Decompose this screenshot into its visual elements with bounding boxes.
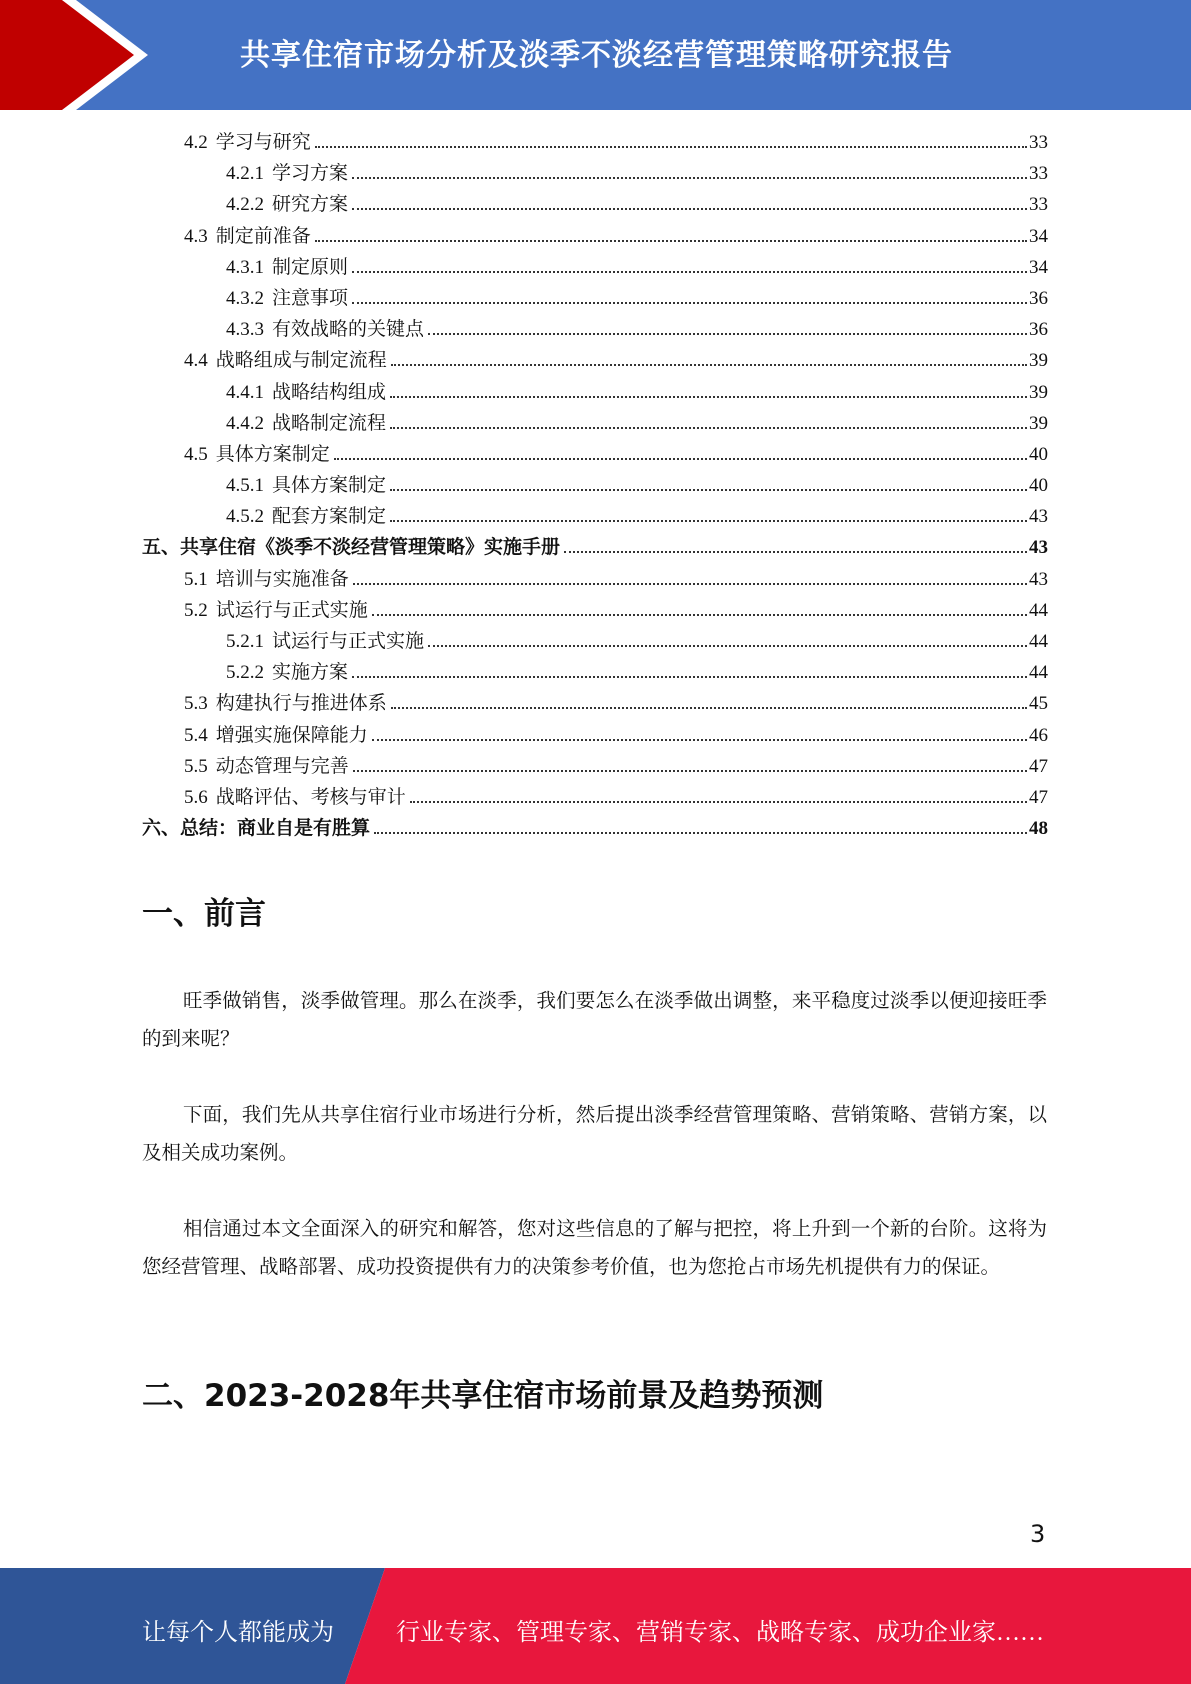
toc-entry-number: 5.2 — [184, 599, 208, 621]
toc-entry-page: 43 — [1029, 568, 1048, 590]
toc-entry-page: 34 — [1029, 256, 1048, 278]
toc-entry-label: 配套方案制定 — [272, 506, 387, 528]
toc-entry-number: 4.2.2 — [226, 194, 264, 216]
toc-entry-number: 4.3.2 — [226, 287, 264, 309]
toc-entry[interactable] — [142, 626, 1048, 657]
toc-entry[interactable] — [142, 283, 1048, 314]
section-heading-market-outlook: 二、2023-2028年共享住宿市场前景及趋势预测 — [142, 1378, 824, 1414]
toc-entry-page: 45 — [1029, 693, 1048, 715]
toc-entry-label: 制定原则 — [272, 256, 349, 278]
toc-entry-number: 5.5 — [184, 755, 208, 777]
toc-entry[interactable] — [142, 127, 1048, 158]
toc-entry-page: 44 — [1029, 662, 1048, 684]
toc-entry[interactable] — [142, 688, 1048, 719]
toc-entry[interactable] — [142, 377, 1048, 408]
toc-dot-leader — [372, 738, 1027, 741]
toc-entry-page: 33 — [1029, 194, 1048, 216]
toc-entry-number: 4.4.2 — [226, 412, 264, 434]
table-of-contents — [142, 127, 1048, 844]
toc-entry[interactable] — [142, 221, 1048, 252]
toc-entry-number: 4.4.1 — [226, 381, 264, 403]
toc-entry-label: 具体方案制定 — [215, 443, 330, 465]
toc-entry-page: 36 — [1029, 287, 1048, 309]
toc-dot-leader — [315, 239, 1027, 242]
toc-entry-number: 4.3.1 — [226, 256, 264, 278]
toc-dot-leader — [390, 395, 1027, 398]
toc-entry-page: 44 — [1029, 631, 1048, 652]
toc-entry-label: 制定前准备 — [215, 225, 311, 247]
toc-entry[interactable] — [142, 345, 1048, 376]
toc-entry[interactable] — [142, 657, 1048, 688]
toc-dot-leader — [352, 270, 1027, 273]
toc-entry-number: 4.5.2 — [226, 506, 264, 528]
toc-entry-page: 43 — [1029, 506, 1048, 528]
preface-paragraph-2: 下面，我们先从共享住宿行业市场进行分析，然后提出淡季经营管理策略、营销策略、营销方案，以及相关成功案例。 — [142, 1105, 1047, 1164]
toc-entry[interactable] — [142, 720, 1048, 751]
toc-dot-leader — [428, 332, 1027, 335]
toc-entry-number: 5.3 — [184, 693, 208, 715]
toc-entry[interactable] — [142, 470, 1048, 501]
toc-dot-leader — [390, 426, 1027, 429]
toc-entry[interactable] — [142, 501, 1048, 532]
toc-entry-number: 5.1 — [184, 568, 208, 590]
toc-entry-label: 试运行与正式实施 — [272, 631, 425, 652]
toc-dot-leader — [391, 363, 1027, 366]
toc-dot-leader — [372, 613, 1027, 616]
toc-entry-number: 5.6 — [184, 786, 208, 808]
footer-slogan-left: 让每个人都能成为 — [142, 1620, 334, 1646]
toc-dot-leader — [352, 207, 1027, 210]
toc-entry-number: 5.4 — [184, 724, 208, 746]
toc-entry-page: 47 — [1029, 786, 1048, 808]
toc-entry-page: 39 — [1029, 412, 1048, 434]
preface-paragraph-1: 旺季做销售，淡季做管理。那么在淡季，我们要怎么在淡季做出调整，来平稳度过淡季以便迎接旺季的到来呢？ — [142, 991, 1047, 1050]
toc-entry[interactable] — [142, 532, 1048, 563]
toc-dot-leader — [391, 706, 1027, 709]
toc-dot-leader — [374, 831, 1027, 834]
toc-dot-leader — [390, 488, 1027, 491]
toc-entry-number: 4.4 — [184, 350, 208, 372]
section-heading-preface: 一、前言 — [142, 896, 266, 932]
toc-entry-page: 40 — [1029, 443, 1048, 465]
toc-entry-page: 36 — [1029, 319, 1048, 341]
toc-entry-label: 动态管理与完善 — [215, 755, 349, 777]
toc-entry-label: 研究方案 — [272, 194, 349, 216]
toc-dot-leader — [352, 301, 1027, 304]
toc-entry-label: 战略结构组成 — [272, 381, 387, 403]
toc-entry-number: 4.2.1 — [226, 163, 264, 185]
toc-entry-page: 47 — [1029, 755, 1048, 777]
toc-dot-leader — [564, 550, 1027, 553]
toc-entry-label: 实施方案 — [272, 662, 349, 684]
toc-dot-leader — [410, 800, 1027, 803]
toc-entry[interactable] — [142, 252, 1048, 283]
toc-entry-number: 4.3.3 — [226, 319, 264, 341]
toc-entry-page: 39 — [1029, 381, 1048, 403]
toc-entry-page: 40 — [1029, 475, 1048, 497]
toc-dot-leader — [428, 644, 1027, 647]
toc-entry-label: 试运行与正式实施 — [215, 599, 368, 621]
toc-entry-page: 33 — [1029, 163, 1048, 185]
toc-entry-number: 5.2.2 — [226, 662, 264, 684]
toc-entry-label: 培训与实施准备 — [215, 568, 349, 590]
toc-entry[interactable] — [142, 813, 1048, 844]
toc-entry-label: 增强实施保障能力 — [215, 724, 368, 746]
toc-entry[interactable] — [142, 751, 1048, 782]
toc-dot-leader — [352, 675, 1027, 678]
toc-entry-number: 4.5.1 — [226, 475, 264, 497]
toc-entry[interactable] — [142, 782, 1048, 813]
toc-entry-page: 44 — [1029, 599, 1048, 621]
page-footer — [0, 1568, 1191, 1684]
toc-dot-leader — [353, 769, 1027, 772]
toc-entry[interactable] — [142, 158, 1048, 189]
footer-slogan-right: 行业专家、管理专家、营销专家、战略专家、成功企业家…… — [396, 1620, 1044, 1646]
toc-entry[interactable] — [142, 564, 1048, 595]
toc-entry-number: 4.2 — [184, 132, 208, 153]
toc-entry-number: 4.3 — [184, 225, 208, 247]
toc-entry-label: 具体方案制定 — [272, 475, 387, 497]
toc-entry[interactable] — [142, 439, 1048, 470]
toc-entry[interactable] — [142, 595, 1048, 626]
toc-entry-label: 战略评估、考核与审计 — [215, 786, 406, 808]
toc-dot-leader — [315, 145, 1027, 148]
preface-paragraph-3: 相信通过本文全面深入的研究和解答，您对这些信息的了解与把控，将上升到一个新的台阶。这将为您经营管理、战略部署、成功投资提供有力的决策参考价值，也为您抢占市场先机提供有力的保证。 — [142, 1219, 1047, 1278]
toc-entry-page: 34 — [1029, 225, 1048, 247]
page-header — [0, 0, 1191, 110]
toc-entry-label: 五、共享住宿《淡季不淡经营管理策略》实施手册 — [142, 537, 561, 559]
toc-entry-label: 有效战略的关键点 — [272, 319, 425, 341]
toc-entry-number: 5.2.1 — [226, 631, 264, 652]
toc-dot-leader — [352, 176, 1027, 179]
toc-entry-label: 注意事项 — [272, 287, 349, 309]
header-red-arrow — [0, 0, 148, 110]
toc-dot-leader — [390, 519, 1027, 522]
toc-entry-label: 学习方案 — [272, 163, 349, 185]
toc-dot-leader — [353, 582, 1027, 585]
toc-entry-page: 48 — [1029, 818, 1048, 840]
toc-entry-label: 六、总结：商业自是有胜算 — [142, 818, 371, 840]
toc-entry[interactable] — [142, 314, 1048, 345]
report-title: 共享住宿市场分析及淡季不淡经营管理策略研究报告 — [240, 38, 953, 73]
toc-entry-label: 战略制定流程 — [272, 412, 387, 434]
toc-entry-label: 学习与研究 — [215, 132, 311, 153]
toc-entry-page: 39 — [1029, 350, 1048, 372]
toc-entry-label: 战略组成与制定流程 — [215, 350, 387, 372]
toc-entry-page: 46 — [1029, 724, 1048, 746]
toc-entry-label: 构建执行与推进体系 — [215, 693, 387, 715]
toc-entry-page: 33 — [1029, 132, 1048, 153]
toc-entry-number: 4.5 — [184, 443, 208, 465]
page-number: 3 — [1030, 1520, 1046, 1548]
header-arrow-decoration — [0, 0, 160, 110]
toc-dot-leader — [334, 457, 1027, 460]
toc-entry[interactable] — [142, 408, 1048, 439]
toc-entry[interactable] — [142, 189, 1048, 220]
toc-entry-page: 43 — [1029, 537, 1048, 559]
